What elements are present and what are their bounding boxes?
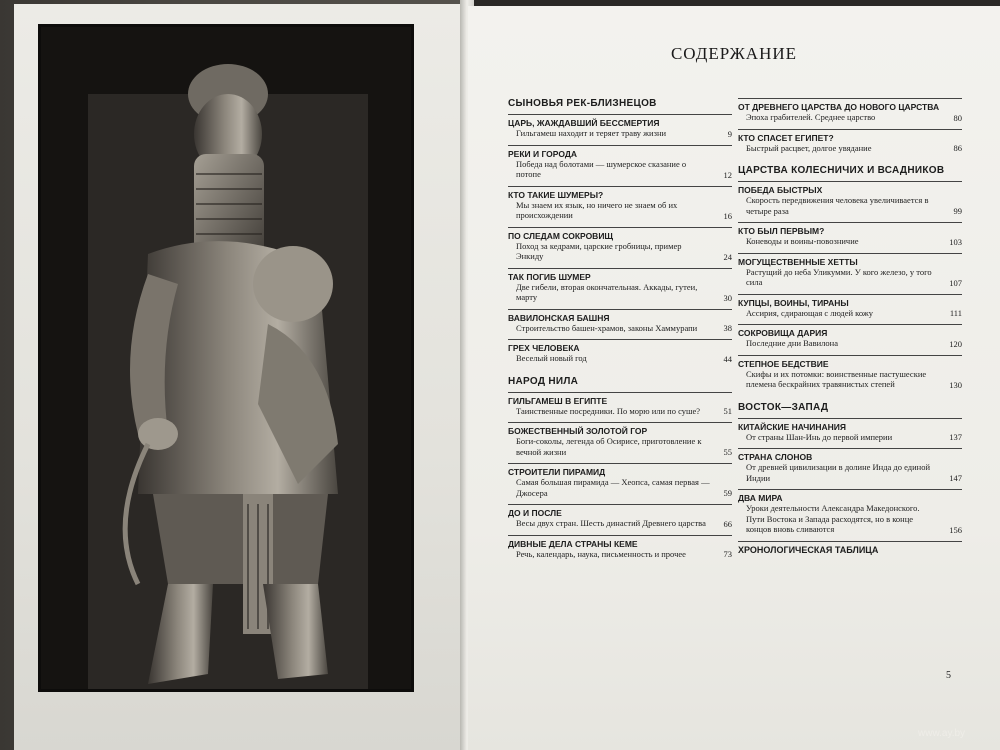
- entry-desc: Ассирия, сдирающая с людей кожу: [746, 307, 874, 318]
- entry-desc: Боги-соколы, легенда об Осирисе, приготовление к вечной жизни: [516, 436, 702, 457]
- relief-photograph: [38, 24, 414, 692]
- entry-title: СОКРОВИЩА ДАРИЯ: [738, 328, 828, 338]
- entry-page: 103: [949, 236, 962, 247]
- entry-page: 156: [949, 524, 962, 535]
- toc-entry[interactable]: [508, 227, 732, 262]
- entry-title: РЕКИ И ГОРОДА: [508, 148, 578, 159]
- section-heading: СЫНОВЬЯ РЕК-БЛИЗНЕЦОВ: [508, 98, 657, 109]
- toc-entry[interactable]: [508, 339, 732, 364]
- entry-title: ТАК ПОГИБ ШУМЕР: [508, 271, 591, 282]
- toc-entry[interactable]: [508, 392, 732, 417]
- entry-desc: Самая большая пирамида — Хеопса, самая первая — Джосера: [516, 477, 710, 498]
- toc-entry[interactable]: [508, 463, 732, 498]
- toc-entry[interactable]: [508, 504, 732, 529]
- entry-title: ЦАРЬ, ЖАЖДАВШИЙ БЕССМЕРТИЯ: [508, 118, 660, 128]
- toc-entry[interactable]: [738, 253, 962, 288]
- entry-title: МОГУЩЕСТВЕННЫЕ ХЕТТЫ: [738, 256, 858, 267]
- entry-page: 16: [723, 210, 732, 221]
- entry-title: БОЖЕСТВЕННЫЙ ЗОЛОТОЙ ГОР: [508, 426, 648, 436]
- entry-desc: Две гибели, вторая окончательная. Аккады, гутеи, марту: [516, 281, 698, 302]
- entry-page: 66: [723, 518, 732, 529]
- entry-page: 73: [723, 549, 732, 559]
- entry-page: 51: [723, 406, 732, 416]
- entry-desc: Быстрый расцвет, долгое увядание: [746, 142, 872, 153]
- entry-title: СТРАНА СЛОНОВ: [738, 452, 813, 462]
- entry-title: ДВА МИРА: [738, 493, 783, 503]
- entry-page: 44: [723, 353, 732, 364]
- entry-desc: Коневоды и воины-повозничие: [746, 236, 859, 246]
- chronology-table-entry[interactable]: ХРОНОЛОГИЧЕСКАЯ ТАБЛИЦА: [738, 541, 962, 555]
- toc-entry[interactable]: [508, 145, 732, 180]
- page-title: СОДЕРЖАНИЕ: [670, 44, 798, 63]
- entry-desc: Скорость передвижения человека увеличивается в четыре раза: [746, 195, 929, 216]
- gilgamesh-relief-image: [38, 24, 414, 692]
- section-heading: НАРОД НИЛА: [508, 375, 579, 387]
- entry-title: ОТ ДРЕВНЕГО ЦАРСТВА ДО НОВОГО ЦАРСТВА: [738, 102, 940, 112]
- entry-page: 147: [949, 473, 962, 483]
- entry-title: ПОБЕДА БЫСТРЫХ: [738, 185, 823, 195]
- entry-page: 99: [953, 206, 962, 216]
- entry-page: 55: [723, 447, 732, 457]
- toc-entry[interactable]: [508, 422, 732, 457]
- entry-title: КУПЦЫ, ВОИНЫ, ТИРАНЫ: [738, 297, 849, 308]
- entry-title: ВАВИЛОНСКАЯ БАШНЯ: [508, 312, 610, 323]
- entry-desc: Мы знаем их язык, но ничего не знаем об их происхождении: [516, 199, 678, 220]
- toc-entry[interactable]: [508, 114, 732, 139]
- entry-page: 59: [723, 488, 732, 498]
- entry-desc: Весы двух стран. Шесть династий Древнего царства: [516, 518, 706, 528]
- entry-title: ДИВНЫЕ ДЕЛА СТРАНЫ КЕМЕ: [508, 538, 638, 549]
- entry-title: ПО СЛЕДАМ СОКРОВИЩ: [508, 230, 614, 241]
- entry-desc: От древней цивилизации в долине Инда до единой Индии: [746, 462, 931, 483]
- entry-desc: Эпоха грабителей. Среднее царство: [746, 112, 876, 122]
- entry-desc: От страны Шан-Инь до первой империи: [746, 431, 893, 442]
- entry-page: 30: [723, 292, 732, 303]
- entry-desc: Гильгамеш находит и теряет траву жизни: [516, 128, 667, 138]
- section-heading: ЦАРСТВА КОЛЕСНИЧИХ И ВСАДНИКОВ: [738, 165, 945, 176]
- entry-page: 137: [949, 432, 962, 442]
- entry-title: ДО И ПОСЛЕ: [508, 508, 562, 518]
- toc-entry[interactable]: [738, 222, 962, 247]
- entry-title: КТО ТАКИЕ ШУМЕРЫ?: [508, 189, 604, 200]
- entry-page: 107: [949, 277, 962, 288]
- watermark: www.ay.by: [918, 728, 966, 739]
- entry-page: 80: [953, 112, 962, 123]
- entry-title: ГРЕХ ЧЕЛОВЕКА: [508, 343, 580, 353]
- toc-entry[interactable]: [508, 309, 732, 334]
- entry-desc: Речь, календарь, наука, письменность и прочее: [516, 548, 686, 559]
- toc-left-column: [508, 98, 732, 565]
- entry-title: КИТАЙСКИЕ НАЧИНАНИЯ: [738, 421, 847, 432]
- left-page: [14, 4, 464, 750]
- toc-entry[interactable]: [508, 186, 732, 221]
- entry-desc: Скифы и их потомки: воинственные пастушеские племена бескрайних травянистых степей: [746, 368, 927, 389]
- entry-desc: Уроки деятельности Александра Македонского. Пути Востока и Запада расходятся, но в конце концов вновь сливаются: [746, 503, 920, 534]
- page-number: 5: [946, 670, 951, 681]
- toc-entry[interactable]: [738, 448, 962, 483]
- entry-page: 9: [727, 128, 732, 139]
- entry-desc: Поход за кедрами, царские гробницы, пример Энкиду: [516, 240, 682, 261]
- entry-page: 130: [949, 379, 962, 390]
- section-heading: ВОСТОК—ЗАПАД: [738, 401, 829, 413]
- toc-entry[interactable]: [738, 418, 962, 443]
- entry-desc: Строительство башен-храмов, законы Хаммурапи: [516, 322, 698, 333]
- entry-page: 12: [723, 169, 732, 180]
- entry-desc: Таинственные посредники. По морю или по суше?: [516, 405, 701, 416]
- entry-page: 24: [723, 251, 732, 262]
- toc-entry[interactable]: [738, 324, 962, 349]
- entry-desc: Победа над болотами — шумерское сказание о потопе: [516, 158, 687, 179]
- entry-title: ГИЛЬГАМЕШ В ЕГИПТЕ: [508, 395, 608, 406]
- entry-desc: Веселый новый год: [516, 353, 587, 363]
- toc-entry[interactable]: [738, 129, 962, 154]
- entry-page: 111: [949, 308, 962, 318]
- entry-title: СТЕПНОЕ БЕДСТВИЕ: [738, 358, 829, 369]
- entry-page: 120: [949, 338, 962, 349]
- entry-title: КТО СПАСЕТ ЕГИПЕТ?: [738, 132, 834, 143]
- entry-page: 86: [953, 143, 962, 153]
- entry-desc: Последние дни Вавилона: [746, 338, 838, 348]
- entry-title: СТРОИТЕЛИ ПИРАМИД: [508, 467, 606, 477]
- toc-entry[interactable]: [738, 98, 962, 123]
- right-page: [468, 6, 1000, 750]
- entry-title: КТО БЫЛ ПЕРВЫМ?: [738, 226, 825, 236]
- entry-page: 38: [723, 323, 732, 333]
- toc-entry[interactable]: [508, 268, 732, 303]
- entry-desc: Растущий до неба Уликумми. У кого железо, у того сила: [746, 266, 932, 287]
- toc-entry[interactable]: [738, 489, 962, 535]
- toc-entry[interactable]: [738, 294, 962, 319]
- toc-entry[interactable]: [738, 355, 962, 390]
- toc-entry[interactable]: [738, 181, 962, 216]
- toc-right-column: [738, 98, 962, 555]
- toc-entry[interactable]: [508, 535, 732, 560]
